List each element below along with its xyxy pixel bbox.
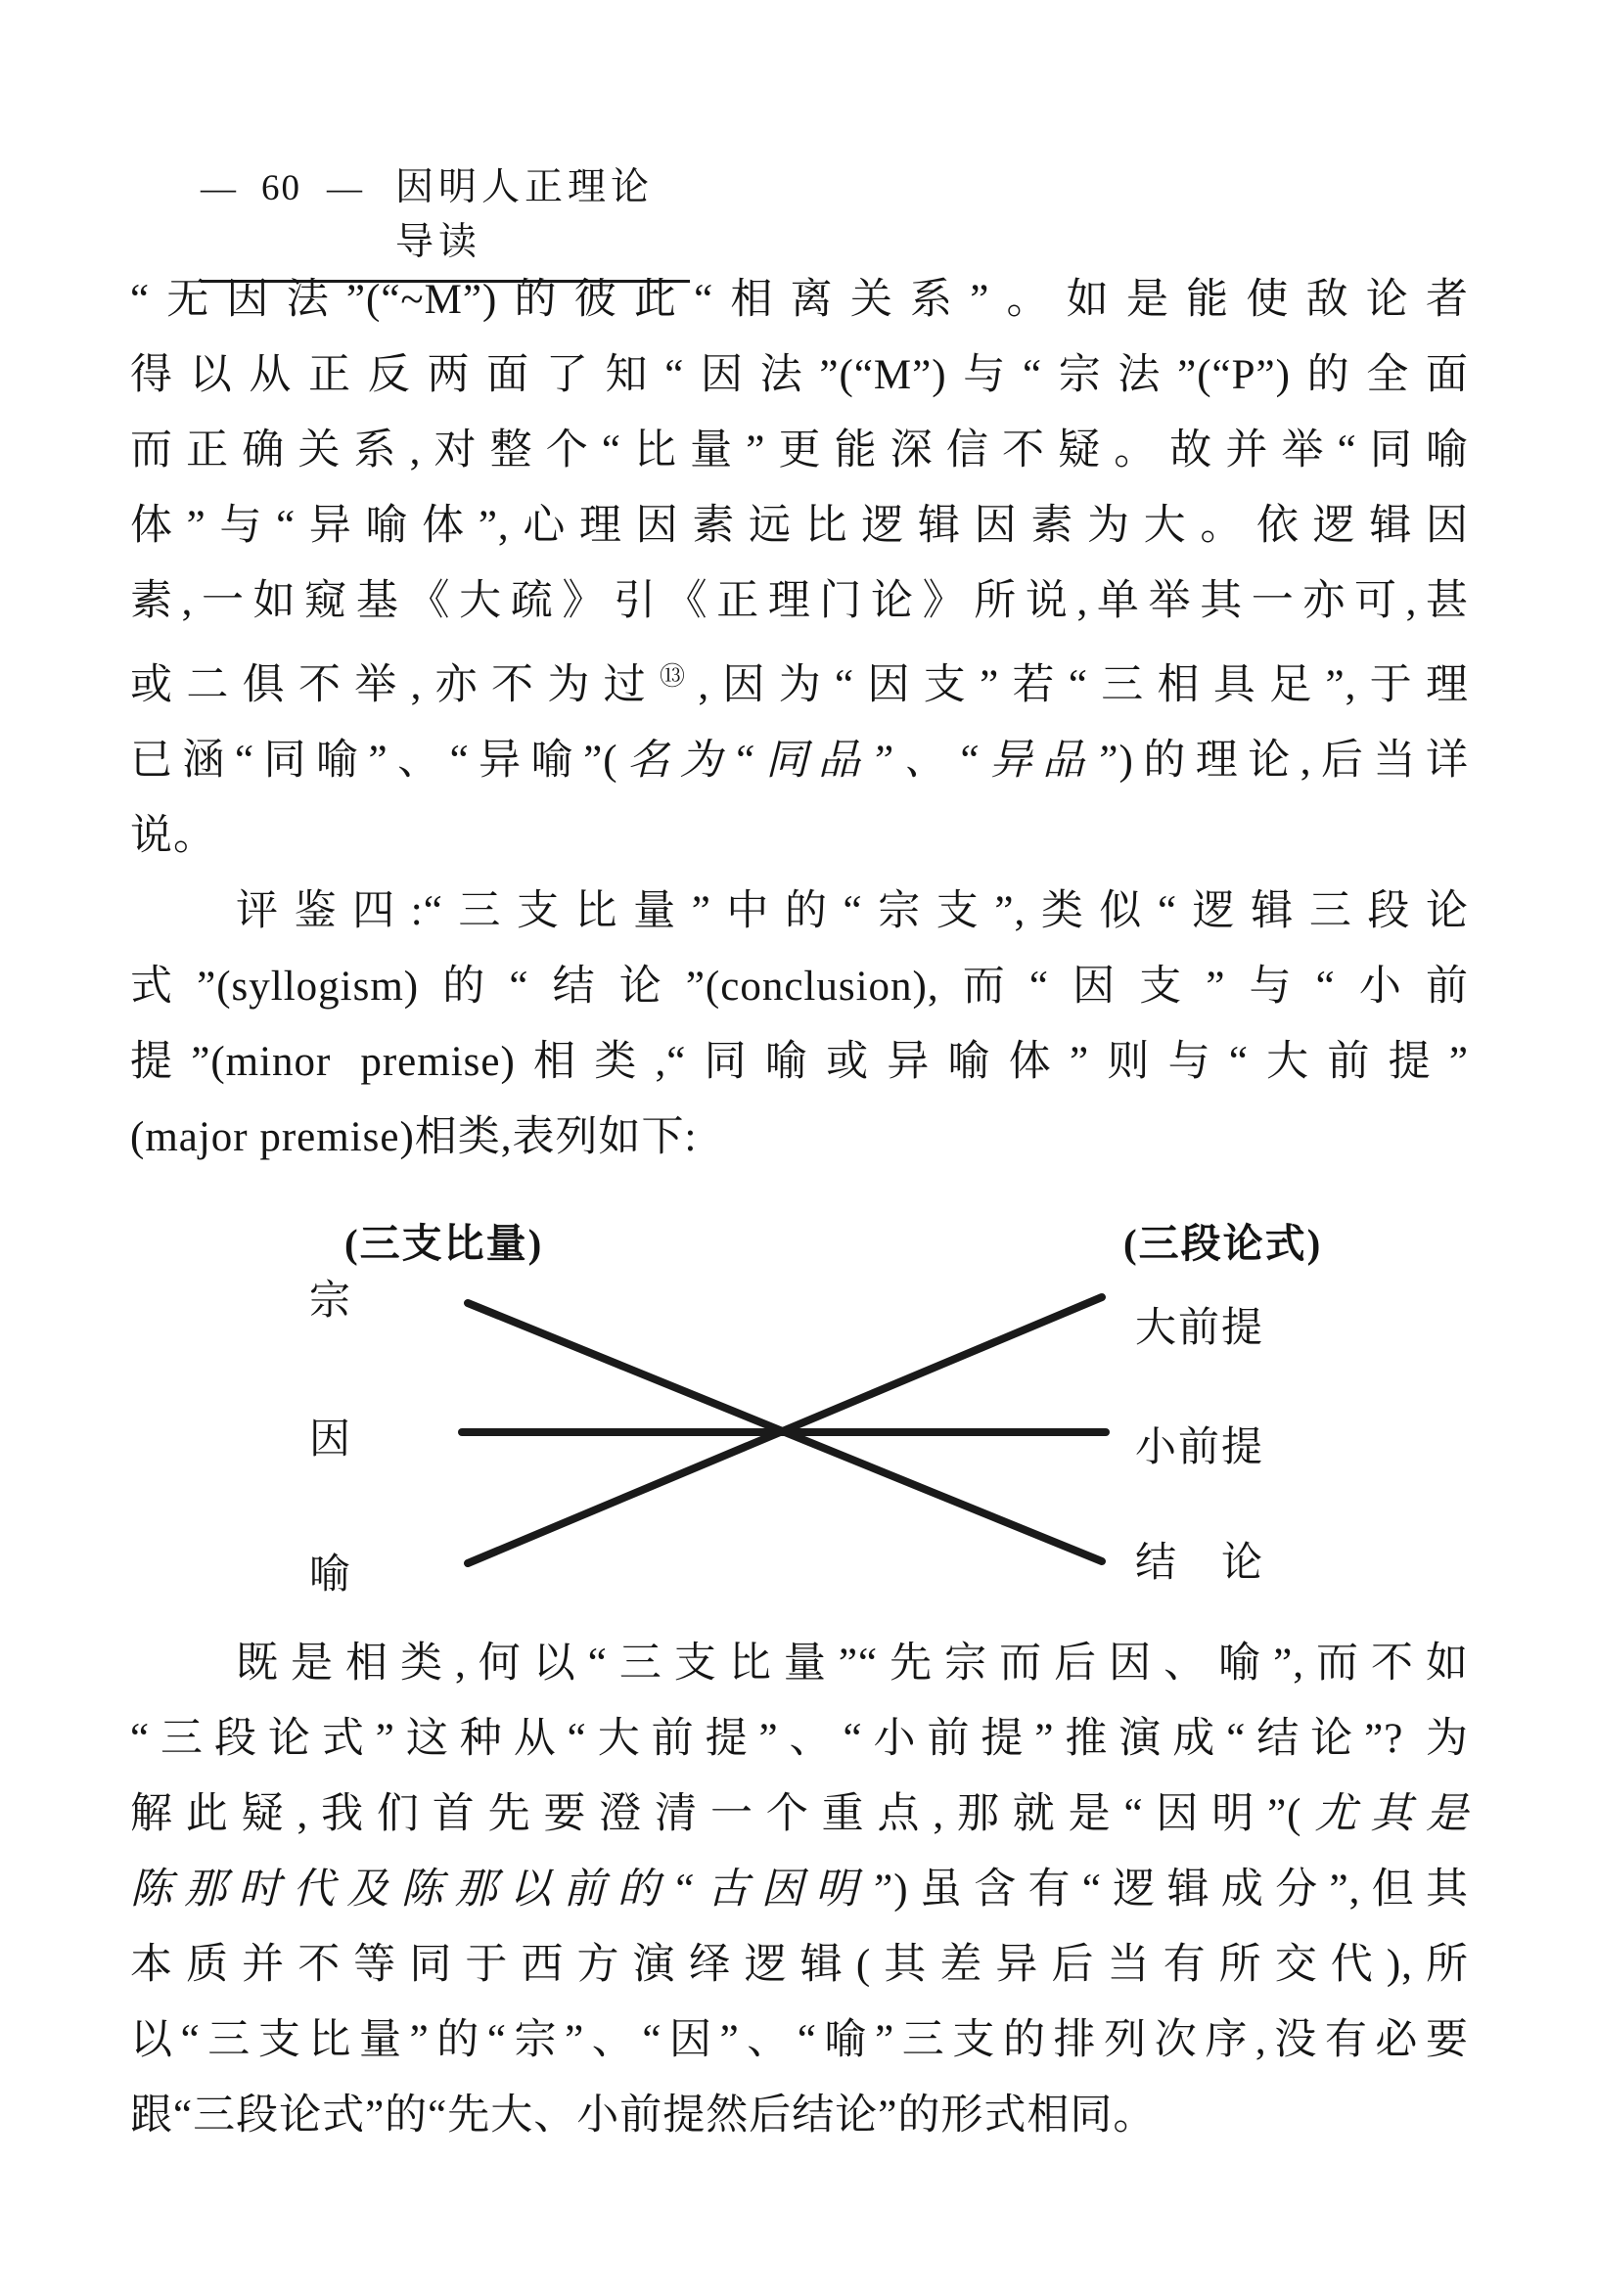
kaiti-text-run: 尤其是 bbox=[1301, 1791, 1470, 1837]
text-run: )虽含有“逻辑成分”,但其 bbox=[893, 1867, 1469, 1913]
text-run: “无因法”(“~M”)的彼此“相离关系”。如是能使敌论者 bbox=[130, 277, 1469, 323]
diagram-item-yin: 因 bbox=[309, 1418, 353, 1463]
text-run: (major premise)相类,表列如下: bbox=[130, 1114, 698, 1160]
page-number: 60 bbox=[261, 168, 301, 208]
text-run: 解此疑,我们首先要澄清一个重点,那就是“因明”( bbox=[130, 1791, 1302, 1837]
text-line bbox=[130, 262, 1469, 338]
diagram-item-yu: 喻 bbox=[309, 1553, 353, 1598]
text-line bbox=[130, 949, 1469, 1024]
kaiti-text-run: 名为“同品”、“异品” bbox=[617, 738, 1119, 784]
text-line bbox=[130, 2078, 1469, 2153]
diagram-item-zong: 宗 bbox=[309, 1279, 353, 1324]
text-run: 既是相类,何以“三支比量”“先宗而后因、喻”,而不如 bbox=[236, 1641, 1469, 1687]
text-run: 本质并不等同于西方演绎逻辑(其差异后当有所交代),所 bbox=[130, 1942, 1469, 1988]
body-text-lower bbox=[130, 1626, 1469, 2153]
text-line bbox=[130, 1024, 1469, 1100]
diagram-right-system-label: (三段论式) bbox=[1123, 1221, 1323, 1266]
text-run: 已涵“同喻”、“异喻”( bbox=[130, 738, 618, 784]
text-line bbox=[130, 639, 1469, 723]
text-line bbox=[130, 1626, 1469, 1701]
text-run: 体”与“异喻体”,心理因素远比逻辑因素为大。依逻辑因 bbox=[130, 503, 1469, 549]
text-line bbox=[130, 2003, 1469, 2078]
text-line bbox=[130, 1100, 1469, 1175]
text-run: ,因为“因支”若“三相具足”,于理 bbox=[698, 662, 1469, 708]
header-dash-left: — bbox=[201, 168, 236, 207]
text-line bbox=[130, 413, 1469, 488]
text-line bbox=[130, 1701, 1469, 1777]
text-line bbox=[130, 1927, 1469, 2003]
paragraph bbox=[130, 874, 1469, 1175]
diagram-item-conclusion: 结 论 bbox=[1135, 1541, 1265, 1586]
connector-line-zong-conclusion bbox=[468, 1303, 1102, 1561]
running-title: 因明人正理论导读 bbox=[395, 166, 655, 263]
paragraph bbox=[130, 262, 1469, 874]
text-run: 跟“三段论式”的“先大、小前提然后结论”的形式相同。 bbox=[130, 2093, 1157, 2138]
text-run: 以“三支比量”的“宗”、“因”、“喻”三支的排列次序,没有必要 bbox=[130, 2017, 1469, 2063]
diagram-item-minor-premise: 小前提 bbox=[1135, 1425, 1265, 1470]
text-run: 而正确关系,对整个“比量”更能深信不疑。故并举“同喻 bbox=[130, 428, 1469, 473]
header-dash-right: — bbox=[327, 168, 362, 207]
footnote-marker: ⑬ bbox=[659, 662, 699, 691]
text-line bbox=[130, 1777, 1469, 1852]
text-line bbox=[130, 338, 1469, 413]
text-run: “三段论式”这种从“大前提”、“小前提”推演成“结论”? 为 bbox=[130, 1716, 1469, 1762]
text-run: 提”(minor premise)相类,“同喻或异喻体”则与“大前提” bbox=[130, 1039, 1469, 1085]
text-line bbox=[130, 874, 1469, 949]
text-line bbox=[130, 798, 1469, 874]
text-run: 评鉴四:“三支比量”中的“宗支”,类似“逻辑三段论 bbox=[236, 888, 1469, 934]
body-text-upper bbox=[130, 262, 1469, 1175]
text-line bbox=[130, 723, 1469, 798]
diagram-left-system-label: (三支比量) bbox=[344, 1221, 544, 1266]
diagram-item-major-premise: 大前提 bbox=[1135, 1306, 1265, 1351]
text-run: 得以从正反两面了知“因法”(“M”)与“宗法”(“P”)的全面 bbox=[130, 352, 1469, 398]
text-line bbox=[130, 563, 1469, 639]
text-run: 素,一如窥基《大疏》引《正理门论》所说,单举其一亦可,甚 bbox=[130, 578, 1469, 624]
text-line bbox=[130, 1852, 1469, 1927]
text-run: 或二俱不举,亦不为过 bbox=[130, 662, 660, 708]
text-run: )的理论,后当详 bbox=[1118, 738, 1469, 784]
paragraph bbox=[130, 1626, 1469, 2153]
kaiti-text-run: 陈那时代及陈那以前的“古因明” bbox=[130, 1867, 894, 1913]
text-run: 式”(syllogism)的“结论”(conclusion),而“因支”与“小前 bbox=[130, 964, 1469, 1010]
text-line bbox=[130, 488, 1469, 563]
text-run: 说。 bbox=[130, 813, 216, 859]
connector-line-yu-major-premise bbox=[468, 1297, 1102, 1563]
